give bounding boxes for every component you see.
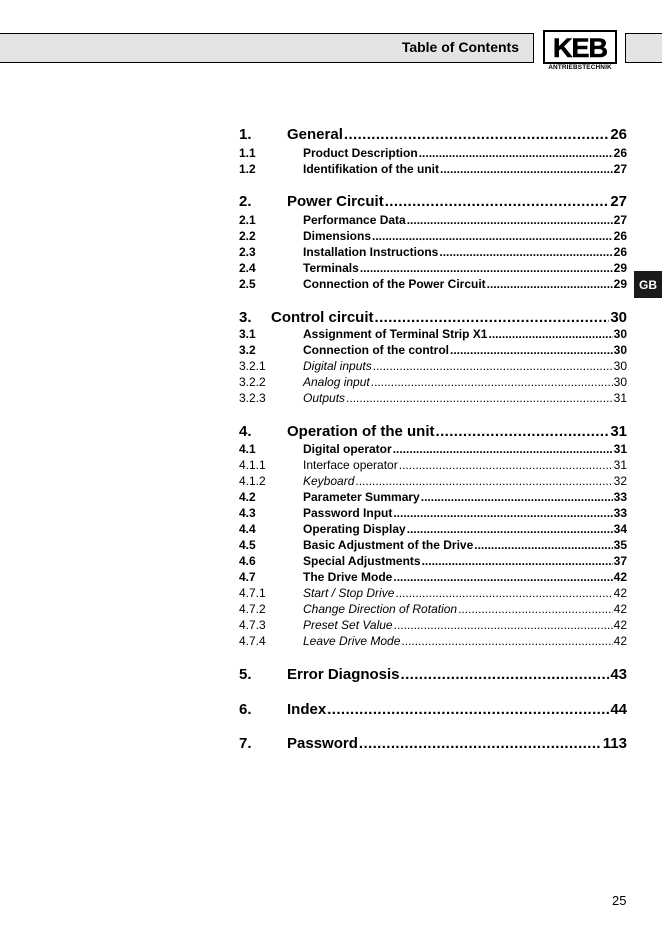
toc-title: The Drive Mode [303,570,393,584]
toc-number: 1.2 [239,162,256,176]
toc-number: 4.1.1 [239,458,266,472]
toc-entry[interactable] [239,735,627,752]
toc-leader [458,602,613,616]
toc-title: Control circuit [271,309,374,326]
toc-title: Password Input [303,506,393,520]
toc-leader [421,490,613,504]
toc-leader [407,213,613,227]
toc-number: 4.6 [239,554,256,568]
toc-leader [401,666,610,683]
toc-number: 3.2 [239,343,256,357]
keb-logo [543,30,617,76]
toc-entry[interactable] [239,701,627,718]
toc-number: 2.4 [239,261,256,275]
toc-page: 35 [613,538,627,552]
toc-number: 4. [239,423,252,440]
toc-page: 29 [613,261,627,275]
toc-title: Terminals [303,261,359,275]
toc-number: 4.1 [239,442,256,456]
keb-logo-letters: KEB [552,33,608,62]
toc-entry[interactable] [239,261,627,275]
toc-page: 33 [613,506,627,520]
toc-number: 3.1 [239,327,256,341]
toc-title: Connection of the Power Circuit [303,277,486,291]
toc-page: 42 [613,586,627,600]
toc-page: 26 [613,229,627,243]
toc-entry[interactable] [239,490,627,504]
toc-leader [393,570,612,584]
toc-title: General [287,126,343,143]
toc-number: 7. [239,735,252,752]
toc-page: 27 [610,193,627,210]
toc-title: Performance Data [303,213,406,227]
toc-page: 30 [613,327,627,341]
toc-page: 42 [613,570,627,584]
toc-title: Parameter Summary [303,490,420,504]
header-bar-right [625,33,662,63]
page-number: 25 [612,893,627,908]
toc-leader [450,343,613,357]
toc-entry[interactable] [239,146,627,160]
toc-leader [393,442,613,456]
toc-number: 4.5 [239,538,256,552]
toc-page: 31 [613,458,627,472]
toc-number: 4.1.2 [239,474,266,488]
toc-number: 2.1 [239,213,256,227]
toc-number: 4.7 [239,570,256,584]
toc-page: 30 [613,343,627,357]
toc-number: 1. [239,126,252,143]
toc-leader [488,327,612,341]
toc-number: 1.1 [239,146,256,160]
toc-title: Preset Set Value [303,618,393,632]
toc-page: 30 [610,309,627,326]
toc-number: 4.7.3 [239,618,266,632]
language-tab-gb: GB [634,271,662,298]
toc-page: 26 [610,126,627,143]
toc-title: Keyboard [303,474,355,488]
toc-leader [371,375,613,389]
toc-number: 2. [239,193,252,210]
keb-logo-box [543,30,617,64]
toc-entry[interactable] [239,474,627,488]
toc-entry[interactable] [239,327,627,341]
toc-entry[interactable] [239,375,627,389]
header-title: Table of Contents [401,39,519,55]
toc-page: 34 [613,522,627,536]
toc-title: Outputs [303,391,346,405]
toc-page: 44 [610,701,627,718]
toc-page: 42 [613,618,627,632]
toc-leader [360,261,613,275]
toc-title: Error Diagnosis [287,666,400,683]
toc-number: 4.7.4 [239,634,266,648]
toc-number: 3.2.2 [239,375,266,389]
toc-number: 2.2 [239,229,256,243]
toc-title: Change Direction of Rotation [303,602,458,616]
toc-entry[interactable] [239,193,627,210]
toc-leader [359,735,602,752]
keb-logo-icon [545,32,615,62]
toc-leader [395,586,612,600]
toc-page: 26 [613,245,627,259]
toc-title: Interface operator [303,458,398,472]
toc-number: 4.3 [239,506,256,520]
toc-title: Operation of the unit [287,423,435,440]
toc-entry[interactable] [239,359,627,373]
toc-page: 33 [613,490,627,504]
toc-page: 30 [613,359,627,373]
toc-entry[interactable] [239,522,627,536]
toc-leader [393,506,612,520]
toc-page: 37 [613,554,627,568]
toc-leader [399,458,613,472]
toc-leader [375,309,610,326]
toc-leader [355,474,612,488]
toc-leader [346,391,613,405]
toc-title: Basic Adjustment of the Drive [303,538,474,552]
toc-leader [407,522,613,536]
header-bar [0,33,534,63]
toc-title: Installation Instructions [303,245,439,259]
toc-entry[interactable] [239,442,627,456]
toc-entry[interactable] [239,570,627,584]
toc-entry[interactable] [239,538,627,552]
toc-title: Connection of the control [303,343,449,357]
toc-page: 27 [613,213,627,227]
toc-number: 3.2.1 [239,359,266,373]
toc-title: Assignment of Terminal Strip X1 [303,327,488,341]
toc-leader [401,634,612,648]
toc-title: Product Description [303,146,418,160]
toc-title: Operating Display [303,522,406,536]
toc-leader [440,162,613,176]
toc-number: 3.2.3 [239,391,266,405]
toc-leader [372,229,613,243]
toc-number: 4.4 [239,522,256,536]
toc-page: 26 [613,146,627,160]
toc-page: 31 [613,442,627,456]
toc-entry[interactable] [239,391,627,405]
toc-leader [385,193,610,210]
toc-title: Digital inputs [303,359,372,373]
toc-page: 113 [602,735,627,752]
logo-subtext: ANTRIEBSTECHNIK [548,64,612,71]
toc-title: Dimensions [303,229,372,243]
toc-entry[interactable] [239,213,627,227]
toc-number: 3. [239,309,252,326]
toc-page: 43 [610,666,627,683]
toc-leader [487,277,613,291]
toc-page: 31 [613,391,627,405]
toc-leader [373,359,613,373]
toc-number: 4.2 [239,490,256,504]
toc-leader [327,701,609,718]
toc-title: Index [287,701,327,718]
toc-leader [436,423,610,440]
toc-entry[interactable] [239,277,627,291]
toc-leader [422,554,613,568]
toc-page: 31 [610,423,627,440]
toc-page: 42 [613,602,627,616]
toc-entry[interactable] [239,423,627,440]
toc-entry[interactable] [239,309,627,326]
toc-title: Analog input [303,375,370,389]
toc-entry[interactable] [239,666,627,683]
toc-number: 5. [239,666,252,683]
toc-entry[interactable] [239,506,627,520]
toc-leader [419,146,613,160]
toc-entry[interactable] [239,634,627,648]
toc-number: 4.7.2 [239,602,266,616]
toc-entry[interactable] [239,554,627,568]
toc-leader [394,618,613,632]
toc-entry[interactable] [239,162,627,176]
toc-title: Password [287,735,358,752]
toc-number: 4.7.1 [239,586,266,600]
toc-title: Identifikation of the unit [303,162,439,176]
toc-entry[interactable] [239,245,627,259]
toc-entry[interactable] [239,229,627,243]
toc-entry[interactable] [239,618,627,632]
toc-title: Special Adjustments [303,554,421,568]
toc-entry[interactable] [239,602,627,616]
toc-title: Power Circuit [287,193,384,210]
toc-leader [439,245,612,259]
toc-title: Leave Drive Mode [303,634,401,648]
toc-title: Digital operator [303,442,392,456]
toc-page: 42 [613,634,627,648]
toc-entry[interactable] [239,126,627,143]
toc-page: 29 [613,277,627,291]
toc-page: 32 [613,474,627,488]
toc-leader [474,538,612,552]
toc-page: 30 [613,375,627,389]
toc-title: Start / Stop Drive [303,586,395,600]
toc-leader [344,126,609,143]
toc-entry[interactable] [239,343,627,357]
toc-number: 2.3 [239,245,256,259]
toc-number: 6. [239,701,252,718]
toc-entry[interactable] [239,458,627,472]
toc-page: 27 [613,162,627,176]
toc-number: 2.5 [239,277,256,291]
toc-entry[interactable] [239,586,627,600]
